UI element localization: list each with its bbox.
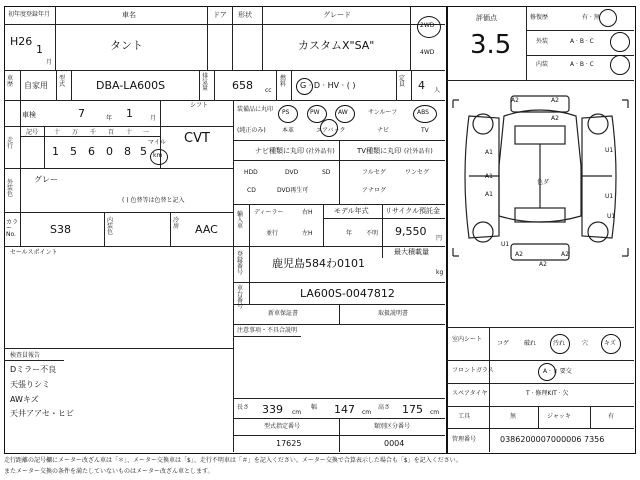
equip-tv: TV (421, 127, 429, 134)
length-unit: cm (292, 409, 302, 416)
height-label: 高さ (378, 404, 391, 411)
tv-analog: アナログ (362, 187, 387, 194)
chassis-label: 車台番号 (237, 285, 244, 310)
mark-a2: A2 (511, 97, 519, 104)
inspector-line: Dミラー不良 (10, 365, 57, 374)
inspection-year: 7 (78, 107, 85, 120)
recycle-value: 9,550 (395, 225, 427, 238)
load-unit: kg (436, 269, 444, 276)
mark-a1: A1 (485, 191, 493, 198)
digit-header: 十 (54, 129, 61, 136)
drive-4wd: 4WD (420, 49, 435, 56)
int-options: A · B · C (570, 61, 594, 68)
registration-label: 登録番号 (237, 251, 244, 276)
mark-a2: A2 (561, 251, 569, 258)
mileage-label: 走行 (7, 137, 14, 150)
height-unit: cm (430, 409, 440, 416)
digit-header: 千 (90, 129, 97, 136)
fuel-value: G · D · HV · ( ) (300, 81, 356, 90)
tv-oneseg: ワンセグ (405, 169, 430, 176)
ac-value: AAC (195, 223, 218, 236)
glass-label: フロントガラス (452, 367, 494, 374)
width-unit: cm (362, 409, 372, 416)
seat-label: 室内シート (452, 336, 483, 343)
repair-circle (599, 9, 617, 27)
equip-navi: ナビ (377, 127, 390, 134)
equip-pw: PW (310, 109, 320, 116)
disp-unit: cc (265, 87, 272, 94)
mileage-unit-label: 記号 (26, 129, 39, 136)
seat-hole: 穴 (582, 340, 589, 347)
mileage-digit: 0 (106, 145, 113, 158)
inspector-label: 検査員報告 (10, 352, 41, 359)
spare-options: T · 修理KIT · 欠 (526, 390, 569, 397)
ext-label: 外装 (536, 38, 549, 45)
inspection-month-unit: 月 (150, 115, 157, 122)
mark-color: 色ダ (537, 179, 550, 186)
import-left: 左H (302, 230, 313, 237)
equip-airbag: エアバック (316, 127, 346, 134)
width-label: 幅 (311, 404, 318, 411)
notes-label: 注意事項・不具合説明 (237, 327, 298, 334)
digit-header: 万 (72, 129, 79, 136)
chassis-value: LA600S-0047812 (300, 287, 395, 300)
navi-dvd-play: DVD再生可 (277, 187, 309, 194)
car-diagram (449, 86, 632, 270)
seat-scratch: キズ (604, 340, 616, 347)
mileage-digit: 8 (124, 145, 131, 158)
equip-sublabel: (純正のみ) (237, 127, 266, 134)
length-value: 339 (262, 403, 283, 416)
equip-ps: PS (282, 109, 290, 116)
name-value: タント (110, 39, 143, 52)
seat-tear: 破れ (524, 340, 537, 347)
model-year-unit: 年 (346, 230, 353, 237)
height-value: 175 (402, 403, 423, 416)
navi-cd: CD (247, 187, 256, 194)
model-value: DBA-LA600S (96, 79, 166, 92)
mark-u1: U1 (501, 241, 510, 248)
inspector-line: AWキズ (10, 395, 39, 404)
int-circle (610, 55, 630, 75)
import-right: 右H (302, 209, 313, 216)
month-value: 1 (36, 43, 43, 56)
recycle-unit: 円 (436, 235, 443, 242)
month-unit: 月 (46, 59, 53, 66)
navi-sub: (社外品有) (306, 148, 335, 155)
recycle-label: リサイクル預託金 (385, 207, 441, 215)
jack-value: 有 (608, 413, 615, 420)
tv-fullseg: フルセグ (362, 169, 386, 176)
color-label: 外装色 (7, 179, 14, 198)
mileage-digit: 5 (140, 145, 147, 158)
color-value: グレー (34, 175, 58, 184)
class-value: 0004 (384, 439, 405, 448)
mark-u1: U1 (605, 193, 614, 200)
warranty-manual: 取扱説明書 (378, 310, 409, 317)
import-label: 輸入車 (237, 211, 244, 230)
warranty-new: 新車保証書 (268, 310, 299, 317)
colorcode-label: カラーNo. (6, 219, 19, 238)
mark-a2: A2 (539, 261, 547, 268)
navi-hdd: HDD (244, 169, 258, 176)
type-value: 17625 (276, 439, 302, 448)
mark-a2: A2 (551, 97, 559, 104)
mark-u1: U1 (607, 213, 616, 220)
name-label: 車名 (122, 11, 136, 19)
shape-label: 形状 (238, 11, 252, 19)
model-year-label: モデル年式 (334, 207, 369, 215)
color-note: ( ) 色替等は色替と記入 (122, 197, 185, 204)
mileage-digit: 5 (70, 145, 77, 158)
navi-sd: SD (322, 169, 331, 176)
shift-value: CVT (184, 131, 210, 146)
inspection-month: 1 (126, 107, 133, 120)
equip-leather: 本革 (282, 127, 295, 134)
tv-sub: (社外品有) (404, 148, 433, 155)
equip-aw: AW (338, 109, 348, 116)
cap-label: 定員 (399, 75, 406, 88)
import-dealer: ディーラー (254, 209, 284, 216)
equip-abs: ABS (417, 109, 429, 116)
grade-value: カスタムX"SA" (298, 39, 375, 52)
int-label: 内装 (536, 61, 549, 68)
mile-label: マイル (148, 139, 166, 146)
registration-value: 鹿児島584わ0101 (272, 257, 365, 270)
seat-burn: コゲ (497, 340, 510, 347)
equip-sunroof: サンルーフ (368, 109, 398, 116)
year-value: H26 (10, 35, 33, 48)
disp-label: 排気量 (202, 73, 209, 92)
cap-unit: 人 (434, 87, 441, 94)
mark-a1: A1 (485, 173, 493, 180)
repair-label: 修復歴 (530, 14, 549, 21)
mark-u1: U1 (605, 147, 614, 154)
model-year-unknown: 不明 (366, 230, 379, 237)
cap-value: 4 (418, 79, 425, 92)
model-label: 型式 (59, 75, 66, 88)
disp-value: 658 (232, 79, 253, 92)
glass-options: A · × 要交 (543, 368, 572, 375)
inspection-year-unit: 年 (106, 115, 113, 122)
footer-line1: 走行距離の記号欄にメーター改ざん車は「＊」、メーター交換車は「$」、走行不明車は「＃」を記入ください。メーター交換で合算表示した場合も「$」を記入ください。 (4, 457, 462, 464)
tools-value: 無 (510, 413, 517, 420)
interior-label: 内装色 (107, 217, 114, 236)
navi-title: ナビ種類に丸印 (255, 147, 304, 155)
colorcode-value: S38 (50, 223, 71, 236)
import-parallel: 並行 (266, 230, 279, 237)
width-value: 147 (334, 403, 355, 416)
mileage-digit: 6 (88, 145, 95, 158)
tools-label: 工具 (458, 413, 471, 420)
length-label: 長さ (237, 404, 250, 411)
year-label: 初年度登録年月 (8, 11, 51, 18)
navi-dvd: DVD (285, 169, 299, 176)
jack-label: ジャッキ (547, 413, 571, 420)
drive-2wd: 2WD (420, 22, 435, 29)
mark-a2: A2 (515, 251, 523, 258)
digit-header: 十 (126, 129, 133, 136)
repair-options: 有 · 無 (582, 14, 600, 21)
inspector-line: 天張りシミ (10, 380, 50, 389)
grade-label: グレード (323, 11, 351, 19)
digit-header: 一 (143, 129, 150, 136)
mgmt-label: 管理番号 (452, 436, 477, 443)
mark-a2: A2 (551, 115, 559, 122)
score-label: 評価点 (476, 14, 497, 22)
inspector-line: 天井アアセ・ヒビ (10, 409, 74, 418)
sales-label: セールスポイント (10, 249, 58, 256)
seat-dirt: 汚れ (553, 340, 566, 347)
footer-line2: またメーター交換の条件を満たしていないものはメーター改ざん車とします。 (4, 468, 214, 475)
class-label: 類別区分番号 (374, 423, 411, 430)
tv-title: TV種類に丸印 (357, 147, 402, 155)
usage-value: 自家用 (24, 81, 48, 90)
ac-label: 冷房 (173, 217, 180, 230)
mark-a1: A1 (485, 149, 493, 156)
door-label: ドア (213, 11, 227, 19)
equip-label: 装備品に丸印 (237, 106, 274, 113)
inspection-label: 車検 (22, 111, 36, 119)
shift-label: シフト (190, 102, 209, 109)
digit-header: 百 (108, 129, 115, 136)
spare-label: スペアタイヤ (452, 390, 488, 397)
mgmt-value: 0386200007000006 7356 (500, 435, 605, 444)
mileage-digit: 1 (52, 145, 59, 158)
ext-circle (610, 32, 630, 52)
load-label: 最大積載量 (394, 248, 429, 256)
score-value: 3.5 (470, 30, 512, 60)
type-label: 型式指定番号 (264, 423, 301, 430)
ext-options: A · B · C (570, 38, 594, 45)
km-label: km (153, 152, 163, 159)
fuel-label: 燃料 (280, 75, 287, 88)
usage-label: 車歴 (7, 75, 14, 88)
